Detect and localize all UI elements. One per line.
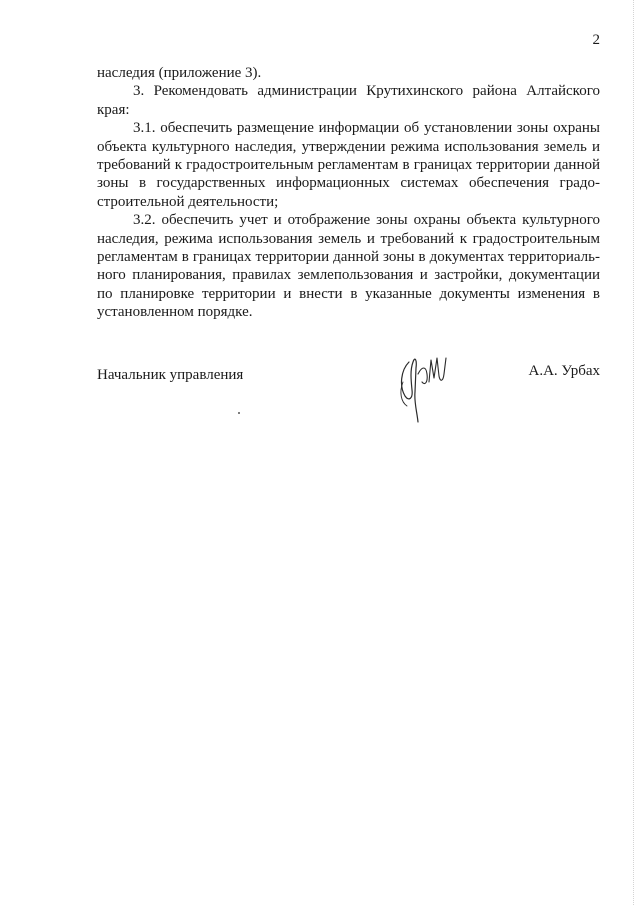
document-body bbox=[97, 64, 600, 322]
paragraph-item-3: 3. Рекомендовать администрации Крутихинского района Алтайского края: bbox=[97, 83, 600, 118]
signer-title: Начальник управления bbox=[97, 367, 244, 383]
paragraph-item-3-2: 3.2. обеспечить учет и отображение зоны охраны объекта культурного наследия, режима использования земель и требований к градостроительным регламентам в границах территории данной зоны в документах территориаль-ного планирования, правилах землепользования и застройки, документации по планировке территории и внести в указанные документы изменения в установленном порядке. bbox=[97, 212, 600, 321]
handwritten-signature bbox=[395, 352, 453, 424]
signature-block bbox=[97, 362, 600, 432]
paragraph-continuation: наследия (приложение 3). bbox=[97, 65, 262, 81]
signer-name: А.А. Урбах bbox=[528, 363, 600, 379]
paragraph-item-3-1: 3.1. обеспечить размещение информации об установлении зоны охраны объекта культурного наследия, утверждении режима использования земель и требований к градостроительным регламентам в границах территории данной зоны в государственных информационных системах обеспечения градо-строительной деятельности; bbox=[97, 120, 600, 210]
scan-speck bbox=[238, 412, 240, 414]
page-number: 2 bbox=[592, 32, 600, 48]
scan-edge bbox=[633, 0, 634, 905]
